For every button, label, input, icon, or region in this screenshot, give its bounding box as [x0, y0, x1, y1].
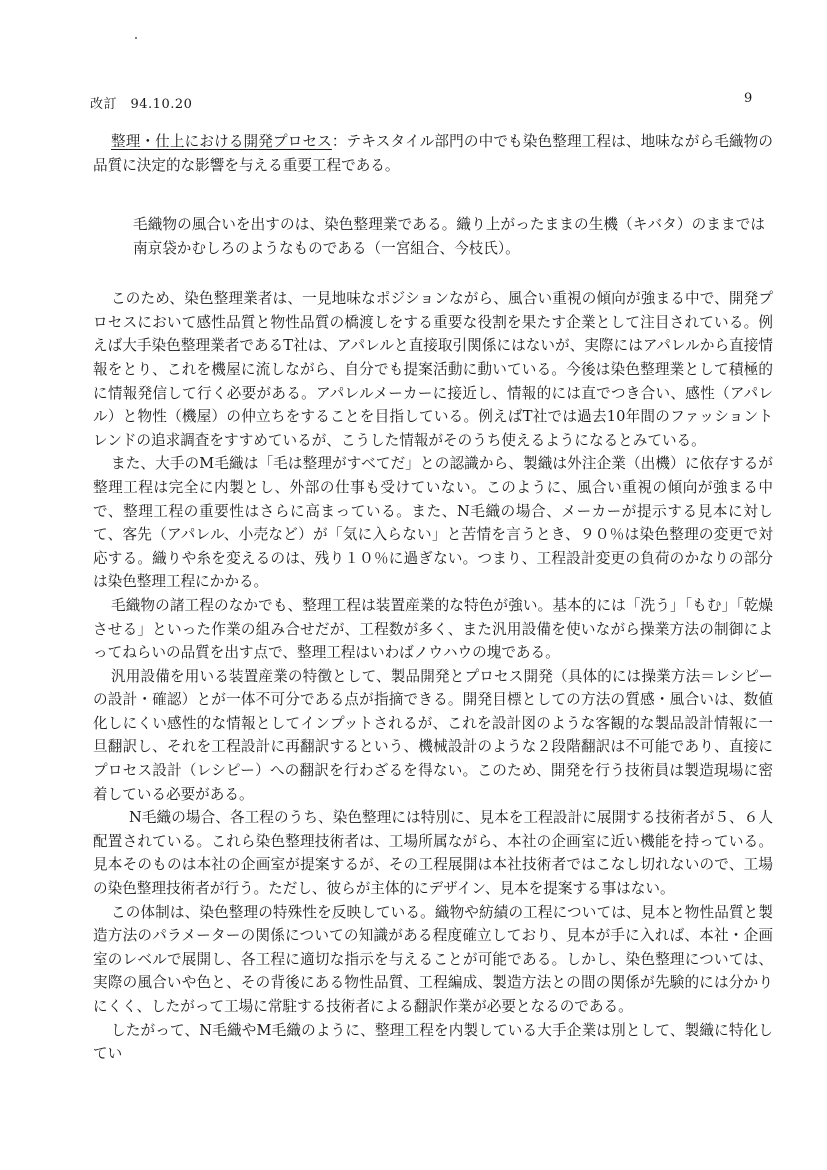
- section-heading-text: ：テキスタイル部門の中でも染色整理工程は、地味ながら毛織物の品質に決定的な影響を与える重要工程である。: [93, 133, 773, 174]
- document-body: [93, 130, 773, 1066]
- section-intro: [93, 130, 773, 177]
- paragraph-5: N毛織の場合、各工程のうち、染色整理には特別に、見本を工程設計に展開する技術者が５、６人配置されている。これら染色整理技術者は、工場所属ながら、本社の企画室に近い機能を持っている。見本そのものは本社の企画室が提案するが、その工程展開は本社技術者ではこなし切れないので、工場の染色整理技術者が行う。ただし、彼らが主体的にデザイン、見本を提案する事はない。: [93, 809, 773, 898]
- revision-date: 改訂 94.10.20: [90, 97, 193, 112]
- scan-speck: [135, 37, 137, 39]
- section-heading: 整理・仕上における開発プロセス: [111, 133, 332, 150]
- paragraph-3: 毛織物の諸工程のなかでも、整理工程は装置産業的な特色が強い。基本的には「洗う」「もむ」「乾燥させる」といった作業の組み合せだが、工程数が多く、また汎用設備を使いながら操業方法の制御によってねらいの品質を出す点で、整理工程はいわばノウハウの塊である。: [93, 596, 773, 662]
- paragraph-2: また、大手のM毛織は「毛は整理がすべてだ」との認識から、製織は外注企業（出機）に依存するが整理工程は完全に内製とし、外部の仕事も受けていない。このように、風合い重視の傾向が強まる中で、整理工程の重要性はさらに高まっている。また、N毛織の場合、メーカーが提示する見本に対して、客先（アパレル、小売など）が「気に入らない」と苦情を言うとき、９０％は染色整理の変更で対応する。織りや糸を変えるのは、残り１０％に過ぎない。つまり、工程設計変更の負荷のかなりの部分は染色整理工程にかかる。: [93, 455, 773, 591]
- paragraph-4: 汎用設備を用いる装置産業の特徴として、製品開発とプロセス開発（具体的には操業方法＝レシピーの設計・確認）とが一体不可分である点が指摘できる。開発目標としての方法の質感・風合いは、数値化しにくい感性的な情報としてインプットされるが、これを設計図のような客観的な製品設計情報に一旦翻訳し、それを工程設計に再翻訳するという、機械設計のような２段階翻訳は不可能であり、直接にプロセス設計（レシピー）への翻訳を行わざるを得ない。このため、開発を行う技術員は製造現場に密着している必要がある。: [93, 667, 773, 803]
- paragraph-7: したがって、N毛織やM毛織のように、整理工程を内製している大手企業は別として、製織に特化してい: [93, 1021, 773, 1063]
- page-number: 9: [744, 91, 753, 106]
- interview-quote: 毛織物の風合いを出すのは、染色整理業である。織り上がったままの生機（キバタ）のままでは南京袋かむしろのようなものである（一宮組合、今枝氏）。: [133, 216, 765, 258]
- paragraph-6: この体制は、染色整理の特殊性を反映している。織物や紡績の工程については、見本と物性品質と製造方法のパラメーターの関係についての知識がある程度確立しており、見本が手に入れば、本社・企画室のレベルで展開し、各工程に適切な指示を与えることが可能である。しかし、染色整理については、実際の風合いや色と、その背後にある物性品質、工程編成、製造方法との間の関係が先験的には分かりにくく、したがって工場に常駐する技術者による翻訳作業が必要となるのである。: [93, 903, 773, 1015]
- paragraph-1: このため、染色整理業者は、一見地味なポジションながら、風合い重視の傾向が強まる中で、開発プロセスにおいて感性品質と物性品質の橋渡しをする重要な役割を果たす企業として注目されている。例えば大手染色整理業者であるT社は、アパレルと直接取引関係にはないが、実際にはアパレルから直接情報をとり、これを機屋に流しながら、自分でも提案活動に動いている。今後は染色整理業として積極的に情報発信して行く必要がある。アパレルメーカーに接近し、情報的には直でつき合い、感性（アパレル）と物性（機屋）の仲立ちをすることを目指している。例えばT社では過去10年間のファッショントレンドの追求調査をすすめているが、こうした情報がそのうち使えるようになるとみている。: [93, 290, 773, 449]
